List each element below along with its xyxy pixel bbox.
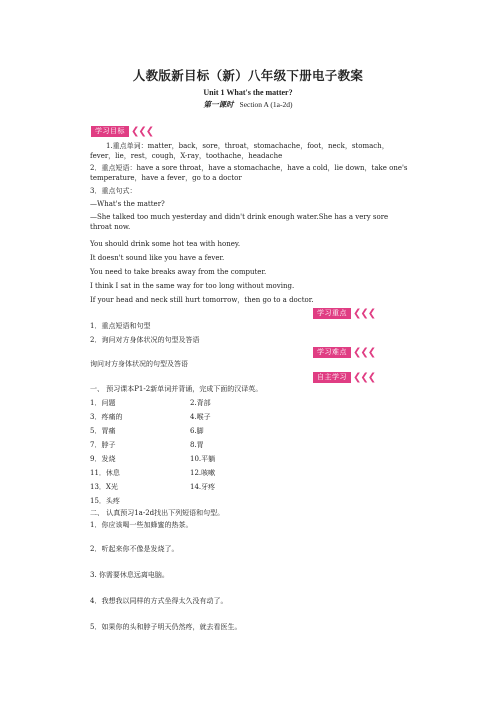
sentence-line: —She talked too much yesterday and didn't drink enough water.She has a very sore throat now. bbox=[90, 213, 389, 231]
vocab-item: 12.咳嗽 bbox=[190, 469, 216, 477]
vocab-item: 3．疼痛的 bbox=[90, 413, 123, 421]
badge-label: 学习难点 bbox=[313, 347, 351, 358]
chevrons-icon: ❮❮❮ bbox=[353, 308, 376, 319]
exercise-two-item: 4．我想我以同样的方式坐得太久没有动了。 bbox=[90, 597, 228, 605]
vocab-row bbox=[90, 482, 216, 492]
sentence-line: If your head and neck still hurt tomorrow，then go to a doctor. bbox=[90, 296, 314, 304]
vocab-item: 11．休息 bbox=[90, 469, 120, 477]
vocab-item: 15．头疼 bbox=[90, 497, 120, 505]
vocab-item: 10.平躺 bbox=[190, 455, 216, 463]
document-title: 人教版新目标（新）八年级下册电子教案 bbox=[132, 68, 364, 83]
exercise-two-heading: 二、 认真预习1a-2d找出下列短语和句型。 bbox=[90, 509, 225, 517]
sentence-line: I think I sat in the same way for too long without moving. bbox=[90, 282, 295, 290]
chevrons-icon: ❮❮❮ bbox=[353, 347, 376, 358]
exercise-two-item: 5．如果你的头和脖子明天仍然疼，就去看医生。 bbox=[90, 623, 242, 631]
vocab-item: 5．胃痛 bbox=[90, 427, 116, 435]
badge-label: 学习目标 bbox=[91, 126, 129, 137]
key-sentences-heading: 3．重点句式： bbox=[90, 187, 137, 195]
exercise-two-item: 1．你应该喝一些加蜂蜜的热茶。 bbox=[90, 521, 193, 529]
vocab-item: 8.胃 bbox=[190, 441, 204, 449]
chevrons-icon: ❮❮❮ bbox=[353, 372, 376, 383]
vocab-row bbox=[90, 454, 216, 464]
vocab-item: 7．脖子 bbox=[90, 441, 116, 449]
vocab-row bbox=[90, 398, 211, 408]
key-phrases: 2．重点短语：have a sore throat，have a stomachache，have a cold，lie down，take one's temperature，have a fever，go to a doctor bbox=[90, 164, 408, 182]
badge-key-points bbox=[313, 308, 375, 319]
unit-heading: Unit 1 What's the matter? bbox=[203, 88, 293, 97]
lesson-label: 第一课时 bbox=[203, 100, 234, 109]
badge-self-study bbox=[313, 372, 375, 383]
key-point-item: 2．询问对方身体状况的句型及答语 bbox=[90, 336, 200, 344]
vocab-item: 4.喉子 bbox=[190, 413, 211, 421]
vocab-row bbox=[90, 440, 204, 450]
vocab-item: 13．X光 bbox=[90, 483, 118, 491]
badge-label: 自主学习 bbox=[313, 372, 351, 383]
vocab-item: 14.牙疼 bbox=[190, 483, 216, 491]
lesson-heading bbox=[0, 99, 496, 110]
sentence-line: —What's the matter? bbox=[90, 200, 165, 208]
vocab-item: 1．问题 bbox=[90, 399, 116, 407]
vocab-item: 2.背部 bbox=[190, 399, 211, 407]
sentence-line: You need to take breaks away from the computer. bbox=[90, 268, 267, 276]
exercise-two-item: 3. 你需要休息远离电脑。 bbox=[90, 571, 169, 579]
badge-difficult-points bbox=[313, 347, 375, 358]
sentence-line: You should drink some hot tea with honey. bbox=[90, 240, 241, 248]
badge-label: 学习重点 bbox=[313, 308, 351, 319]
vocab-item: 6.脚 bbox=[190, 427, 204, 435]
vocab-row bbox=[90, 468, 216, 478]
vocab-row bbox=[90, 496, 120, 506]
vocab-row bbox=[90, 426, 204, 436]
exercise-two-item: 2．听起来你不像是发烧了。 bbox=[90, 545, 179, 553]
key-words: 1.重点单词：matter，back，sore，throat，stomachache，foot，neck，stomach，fever，lie，rest，cough，X-ray，toothache，headache bbox=[90, 142, 389, 160]
key-point-item: 1．重点短语和句型 bbox=[90, 322, 151, 330]
exercise-one-heading: 一、 预习课本P1-2新单词并背诵，完成下面的汉译英。 bbox=[90, 385, 263, 393]
vocab-row bbox=[90, 412, 211, 422]
lesson-section: Section A (1a-2d) bbox=[239, 100, 293, 109]
chevrons-icon: ❮❮❮ bbox=[131, 126, 154, 137]
vocab-item: 9．发烧 bbox=[90, 455, 116, 463]
difficult-point: 询问对方身体状况的句型及答语 bbox=[90, 360, 188, 368]
sentence-line: It doesn't sound like you have a fever. bbox=[90, 254, 225, 262]
badge-learning-goals bbox=[91, 126, 153, 137]
